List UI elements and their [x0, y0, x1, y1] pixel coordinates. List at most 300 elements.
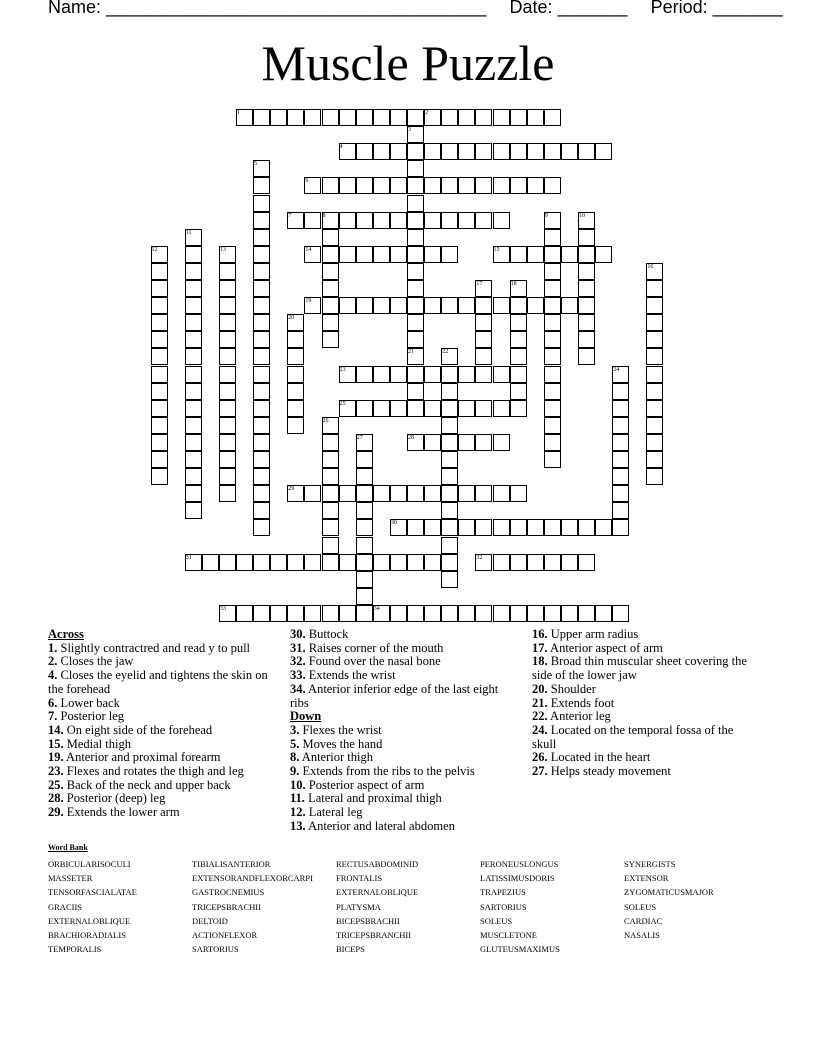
grid-cell[interactable] — [253, 485, 270, 502]
grid-cell[interactable] — [510, 383, 527, 400]
grid-cell[interactable] — [475, 605, 492, 622]
grid-cell[interactable] — [578, 263, 595, 280]
grid-cell[interactable] — [253, 177, 270, 194]
grid-cell[interactable] — [219, 263, 236, 280]
grid-cell[interactable] — [322, 314, 339, 331]
grid-cell[interactable] — [322, 177, 339, 194]
grid-cell[interactable] — [407, 297, 424, 314]
grid-cell[interactable] — [612, 519, 629, 536]
grid-cell[interactable] — [287, 383, 304, 400]
grid-cell[interactable] — [219, 400, 236, 417]
grid-cell[interactable] — [510, 400, 527, 417]
grid-cell[interactable] — [356, 246, 373, 263]
grid-cell[interactable] — [356, 451, 373, 468]
grid-cell[interactable] — [578, 331, 595, 348]
grid-cell[interactable] — [287, 554, 304, 571]
grid-cell[interactable] — [544, 229, 561, 246]
grid-cell[interactable] — [185, 485, 202, 502]
grid-cell[interactable] — [304, 554, 321, 571]
grid-cell[interactable] — [356, 212, 373, 229]
grid-cell[interactable] — [493, 485, 510, 502]
grid-cell[interactable] — [356, 554, 373, 571]
grid-cell[interactable] — [544, 417, 561, 434]
grid-cell[interactable] — [646, 348, 663, 365]
grid-cell[interactable] — [424, 400, 441, 417]
grid-cell[interactable] — [304, 485, 321, 502]
grid-cell[interactable] — [424, 605, 441, 622]
grid-cell[interactable] — [407, 195, 424, 212]
grid-cell[interactable] — [527, 297, 544, 314]
grid-cell[interactable] — [595, 143, 612, 160]
grid-cell[interactable] — [253, 348, 270, 365]
grid-cell[interactable] — [493, 434, 510, 451]
grid-cell[interactable] — [219, 417, 236, 434]
grid-cell[interactable] — [612, 400, 629, 417]
grid-cell[interactable] — [424, 297, 441, 314]
grid-cell[interactable] — [424, 519, 441, 536]
grid-cell[interactable] — [475, 177, 492, 194]
grid-cell[interactable] — [441, 468, 458, 485]
grid-cell[interactable] — [441, 177, 458, 194]
grid-cell[interactable] — [356, 468, 373, 485]
grid-cell[interactable] — [322, 451, 339, 468]
grid-cell[interactable] — [219, 485, 236, 502]
grid-cell[interactable] — [510, 519, 527, 536]
grid-cell[interactable] — [646, 280, 663, 297]
grid-cell[interactable] — [253, 246, 270, 263]
grid-cell[interactable] — [390, 109, 407, 126]
grid-cell[interactable] — [441, 519, 458, 536]
grid-cell[interactable] — [339, 177, 356, 194]
grid-cell[interactable] — [287, 109, 304, 126]
grid-cell[interactable] — [493, 177, 510, 194]
grid-cell[interactable] — [544, 246, 561, 263]
grid-cell[interactable] — [458, 177, 475, 194]
grid-cell[interactable] — [578, 297, 595, 314]
grid-cell[interactable] — [407, 605, 424, 622]
grid-cell[interactable] — [544, 143, 561, 160]
grid-cell[interactable] — [458, 400, 475, 417]
grid-cell[interactable] — [544, 314, 561, 331]
grid-cell[interactable] — [475, 331, 492, 348]
grid-cell[interactable] — [253, 263, 270, 280]
grid-cell[interactable] — [561, 143, 578, 160]
grid-cell[interactable] — [356, 571, 373, 588]
grid-cell[interactable] — [236, 554, 253, 571]
grid-cell[interactable] — [373, 143, 390, 160]
grid-cell[interactable] — [475, 109, 492, 126]
grid-cell[interactable] — [407, 331, 424, 348]
grid-cell[interactable] — [219, 297, 236, 314]
grid-cell[interactable] — [458, 109, 475, 126]
grid-cell[interactable] — [287, 417, 304, 434]
grid-cell[interactable] — [578, 246, 595, 263]
grid-cell[interactable] — [510, 109, 527, 126]
grid-cell[interactable] — [441, 297, 458, 314]
grid-cell[interactable] — [441, 212, 458, 229]
grid-cell[interactable] — [646, 417, 663, 434]
grid-cell[interactable] — [287, 348, 304, 365]
grid-cell[interactable] — [441, 554, 458, 571]
grid-cell[interactable] — [304, 109, 321, 126]
grid-cell[interactable] — [407, 366, 424, 383]
grid-cell[interactable] — [458, 605, 475, 622]
grid-cell[interactable] — [407, 554, 424, 571]
grid-cell[interactable] — [424, 212, 441, 229]
grid-cell[interactable] — [151, 468, 168, 485]
grid-cell[interactable] — [441, 485, 458, 502]
grid-cell[interactable] — [544, 280, 561, 297]
grid-cell[interactable] — [185, 348, 202, 365]
grid-cell[interactable] — [185, 502, 202, 519]
grid-cell[interactable] — [356, 605, 373, 622]
grid-cell[interactable] — [612, 605, 629, 622]
grid-cell[interactable] — [646, 297, 663, 314]
grid-cell[interactable] — [493, 519, 510, 536]
grid-cell[interactable] — [219, 468, 236, 485]
grid-cell[interactable] — [458, 519, 475, 536]
grid-cell[interactable] — [253, 280, 270, 297]
grid-cell[interactable] — [356, 502, 373, 519]
grid-cell[interactable] — [493, 400, 510, 417]
grid-cell[interactable] — [287, 400, 304, 417]
grid-cell[interactable] — [322, 109, 339, 126]
grid-cell[interactable] — [441, 451, 458, 468]
grid-cell[interactable] — [390, 605, 407, 622]
grid-cell[interactable] — [441, 571, 458, 588]
grid-cell[interactable] — [441, 400, 458, 417]
grid-cell[interactable] — [373, 212, 390, 229]
grid-cell[interactable] — [527, 177, 544, 194]
grid-cell[interactable] — [322, 519, 339, 536]
grid-cell[interactable] — [322, 485, 339, 502]
grid-cell[interactable] — [510, 177, 527, 194]
grid-cell[interactable] — [510, 297, 527, 314]
grid-cell[interactable] — [578, 348, 595, 365]
grid-cell[interactable] — [475, 314, 492, 331]
grid-cell[interactable] — [493, 605, 510, 622]
grid-cell[interactable] — [185, 297, 202, 314]
grid-cell[interactable] — [253, 400, 270, 417]
grid-cell[interactable] — [373, 554, 390, 571]
grid-cell[interactable] — [339, 246, 356, 263]
grid-cell[interactable] — [407, 229, 424, 246]
grid-cell[interactable] — [356, 297, 373, 314]
grid-cell[interactable] — [527, 554, 544, 571]
grid-cell[interactable] — [407, 400, 424, 417]
grid-cell[interactable] — [390, 246, 407, 263]
grid-cell[interactable] — [612, 502, 629, 519]
grid-cell[interactable] — [612, 451, 629, 468]
grid-cell[interactable] — [219, 348, 236, 365]
grid-cell[interactable] — [151, 400, 168, 417]
grid-cell[interactable] — [578, 229, 595, 246]
grid-cell[interactable] — [475, 434, 492, 451]
grid-cell[interactable] — [151, 297, 168, 314]
grid-cell[interactable] — [185, 280, 202, 297]
grid-cell[interactable] — [578, 314, 595, 331]
grid-cell[interactable] — [322, 263, 339, 280]
grid-cell[interactable] — [510, 314, 527, 331]
grid-cell[interactable] — [646, 400, 663, 417]
grid-cell[interactable] — [322, 554, 339, 571]
grid-cell[interactable] — [407, 263, 424, 280]
grid-cell[interactable] — [493, 297, 510, 314]
grid-cell[interactable] — [253, 417, 270, 434]
grid-cell[interactable] — [304, 605, 321, 622]
grid-cell[interactable] — [151, 451, 168, 468]
grid-cell[interactable] — [441, 537, 458, 554]
grid-cell[interactable] — [339, 485, 356, 502]
grid-cell[interactable] — [373, 177, 390, 194]
grid-cell[interactable] — [322, 502, 339, 519]
grid-cell[interactable] — [527, 519, 544, 536]
grid-cell[interactable] — [458, 143, 475, 160]
grid-cell[interactable] — [253, 109, 270, 126]
grid-cell[interactable] — [407, 519, 424, 536]
grid-cell[interactable] — [339, 212, 356, 229]
grid-cell[interactable] — [544, 348, 561, 365]
grid-cell[interactable] — [424, 434, 441, 451]
grid-cell[interactable] — [356, 588, 373, 605]
grid-cell[interactable] — [493, 366, 510, 383]
grid-cell[interactable] — [561, 554, 578, 571]
grid-cell[interactable] — [356, 143, 373, 160]
grid-cell[interactable] — [561, 246, 578, 263]
grid-cell[interactable] — [270, 554, 287, 571]
grid-cell[interactable] — [475, 212, 492, 229]
grid-cell[interactable] — [544, 519, 561, 536]
grid-cell[interactable] — [287, 331, 304, 348]
grid-cell[interactable] — [441, 109, 458, 126]
grid-cell[interactable] — [356, 537, 373, 554]
grid-cell[interactable] — [424, 246, 441, 263]
grid-cell[interactable] — [356, 109, 373, 126]
grid-cell[interactable] — [219, 554, 236, 571]
grid-cell[interactable] — [407, 160, 424, 177]
grid-cell[interactable] — [253, 434, 270, 451]
grid-cell[interactable] — [390, 143, 407, 160]
grid-cell[interactable] — [646, 383, 663, 400]
grid-cell[interactable] — [253, 314, 270, 331]
grid-cell[interactable] — [373, 246, 390, 263]
grid-cell[interactable] — [544, 605, 561, 622]
grid-cell[interactable] — [390, 400, 407, 417]
grid-cell[interactable] — [219, 383, 236, 400]
grid-cell[interactable] — [253, 502, 270, 519]
grid-cell[interactable] — [646, 451, 663, 468]
grid-cell[interactable] — [253, 212, 270, 229]
grid-cell[interactable] — [356, 485, 373, 502]
grid-cell[interactable] — [612, 485, 629, 502]
grid-cell[interactable] — [270, 109, 287, 126]
grid-cell[interactable] — [287, 366, 304, 383]
grid-cell[interactable] — [151, 417, 168, 434]
name-field[interactable]: Name: ______________________________________ — [48, 0, 487, 17]
grid-cell[interactable] — [493, 109, 510, 126]
grid-cell[interactable] — [612, 383, 629, 400]
grid-cell[interactable] — [475, 485, 492, 502]
grid-cell[interactable] — [544, 109, 561, 126]
grid-cell[interactable] — [493, 554, 510, 571]
grid-cell[interactable] — [185, 331, 202, 348]
grid-cell[interactable] — [510, 246, 527, 263]
grid-cell[interactable] — [322, 280, 339, 297]
grid-cell[interactable] — [544, 177, 561, 194]
grid-cell[interactable] — [458, 485, 475, 502]
grid-cell[interactable] — [510, 348, 527, 365]
grid-cell[interactable] — [151, 434, 168, 451]
grid-cell[interactable] — [185, 246, 202, 263]
grid-cell[interactable] — [646, 314, 663, 331]
grid-cell[interactable] — [510, 143, 527, 160]
grid-cell[interactable] — [475, 519, 492, 536]
grid-cell[interactable] — [219, 314, 236, 331]
grid-cell[interactable] — [475, 348, 492, 365]
grid-cell[interactable] — [373, 109, 390, 126]
grid-cell[interactable] — [561, 519, 578, 536]
grid-cell[interactable] — [322, 605, 339, 622]
grid-cell[interactable] — [407, 212, 424, 229]
grid-cell[interactable] — [544, 366, 561, 383]
grid-cell[interactable] — [510, 485, 527, 502]
grid-cell[interactable] — [304, 212, 321, 229]
grid-cell[interactable] — [185, 451, 202, 468]
grid-cell[interactable] — [322, 537, 339, 554]
grid-cell[interactable] — [612, 434, 629, 451]
grid-cell[interactable] — [253, 451, 270, 468]
grid-cell[interactable] — [322, 331, 339, 348]
grid-cell[interactable] — [544, 297, 561, 314]
grid-cell[interactable] — [578, 143, 595, 160]
grid-cell[interactable] — [544, 331, 561, 348]
grid-cell[interactable] — [339, 109, 356, 126]
grid-cell[interactable] — [373, 400, 390, 417]
grid-cell[interactable] — [475, 297, 492, 314]
grid-cell[interactable] — [356, 366, 373, 383]
grid-cell[interactable] — [595, 605, 612, 622]
grid-cell[interactable] — [475, 366, 492, 383]
grid-cell[interactable] — [510, 331, 527, 348]
grid-cell[interactable] — [185, 383, 202, 400]
grid-cell[interactable] — [322, 229, 339, 246]
grid-cell[interactable] — [458, 212, 475, 229]
grid-cell[interactable] — [595, 519, 612, 536]
grid-cell[interactable] — [458, 434, 475, 451]
grid-cell[interactable] — [475, 400, 492, 417]
grid-cell[interactable] — [407, 177, 424, 194]
grid-cell[interactable] — [578, 519, 595, 536]
grid-cell[interactable] — [151, 331, 168, 348]
grid-cell[interactable] — [373, 297, 390, 314]
grid-cell[interactable] — [253, 229, 270, 246]
grid-cell[interactable] — [544, 263, 561, 280]
grid-cell[interactable] — [322, 434, 339, 451]
grid-cell[interactable] — [253, 383, 270, 400]
grid-cell[interactable] — [322, 297, 339, 314]
grid-cell[interactable] — [578, 605, 595, 622]
grid-cell[interactable] — [373, 485, 390, 502]
grid-cell[interactable] — [493, 212, 510, 229]
grid-cell[interactable] — [339, 554, 356, 571]
grid-cell[interactable] — [493, 143, 510, 160]
grid-cell[interactable] — [219, 280, 236, 297]
grid-cell[interactable] — [390, 366, 407, 383]
grid-cell[interactable] — [253, 297, 270, 314]
grid-cell[interactable] — [407, 109, 424, 126]
grid-cell[interactable] — [510, 554, 527, 571]
grid-cell[interactable] — [219, 451, 236, 468]
grid-cell[interactable] — [424, 177, 441, 194]
grid-cell[interactable] — [270, 605, 287, 622]
grid-cell[interactable] — [458, 297, 475, 314]
grid-cell[interactable] — [185, 434, 202, 451]
grid-cell[interactable] — [441, 143, 458, 160]
grid-cell[interactable] — [612, 468, 629, 485]
grid-cell[interactable] — [646, 331, 663, 348]
grid-cell[interactable] — [185, 400, 202, 417]
grid-cell[interactable] — [527, 605, 544, 622]
grid-cell[interactable] — [595, 246, 612, 263]
grid-cell[interactable] — [527, 143, 544, 160]
grid-cell[interactable] — [185, 468, 202, 485]
grid-cell[interactable] — [424, 143, 441, 160]
grid-cell[interactable] — [185, 417, 202, 434]
grid-cell[interactable] — [253, 519, 270, 536]
grid-cell[interactable] — [407, 246, 424, 263]
grid-cell[interactable] — [407, 383, 424, 400]
grid-cell[interactable] — [424, 366, 441, 383]
grid-cell[interactable] — [185, 263, 202, 280]
grid-cell[interactable] — [390, 554, 407, 571]
grid-cell[interactable] — [441, 502, 458, 519]
period-field[interactable]: Period: _______ — [650, 0, 783, 17]
grid-cell[interactable] — [544, 383, 561, 400]
grid-cell[interactable] — [202, 554, 219, 571]
grid-cell[interactable] — [390, 177, 407, 194]
grid-cell[interactable] — [441, 434, 458, 451]
grid-cell[interactable] — [578, 554, 595, 571]
grid-cell[interactable] — [407, 280, 424, 297]
grid-cell[interactable] — [356, 177, 373, 194]
grid-cell[interactable] — [322, 468, 339, 485]
grid-cell[interactable] — [407, 485, 424, 502]
grid-cell[interactable] — [407, 143, 424, 160]
grid-cell[interactable] — [390, 297, 407, 314]
grid-cell[interactable] — [151, 280, 168, 297]
grid-cell[interactable] — [475, 143, 492, 160]
grid-cell[interactable] — [510, 366, 527, 383]
grid-cell[interactable] — [544, 400, 561, 417]
grid-cell[interactable] — [458, 366, 475, 383]
grid-cell[interactable] — [151, 383, 168, 400]
grid-cell[interactable] — [287, 605, 304, 622]
grid-cell[interactable] — [646, 468, 663, 485]
grid-cell[interactable] — [339, 605, 356, 622]
grid-cell[interactable] — [544, 554, 561, 571]
grid-cell[interactable] — [339, 297, 356, 314]
grid-cell[interactable] — [441, 246, 458, 263]
grid-cell[interactable] — [253, 605, 270, 622]
grid-cell[interactable] — [219, 331, 236, 348]
grid-cell[interactable] — [544, 434, 561, 451]
grid-cell[interactable] — [219, 366, 236, 383]
grid-cell[interactable] — [441, 417, 458, 434]
grid-cell[interactable] — [185, 314, 202, 331]
grid-cell[interactable] — [424, 554, 441, 571]
grid-cell[interactable] — [219, 434, 236, 451]
grid-cell[interactable] — [578, 280, 595, 297]
